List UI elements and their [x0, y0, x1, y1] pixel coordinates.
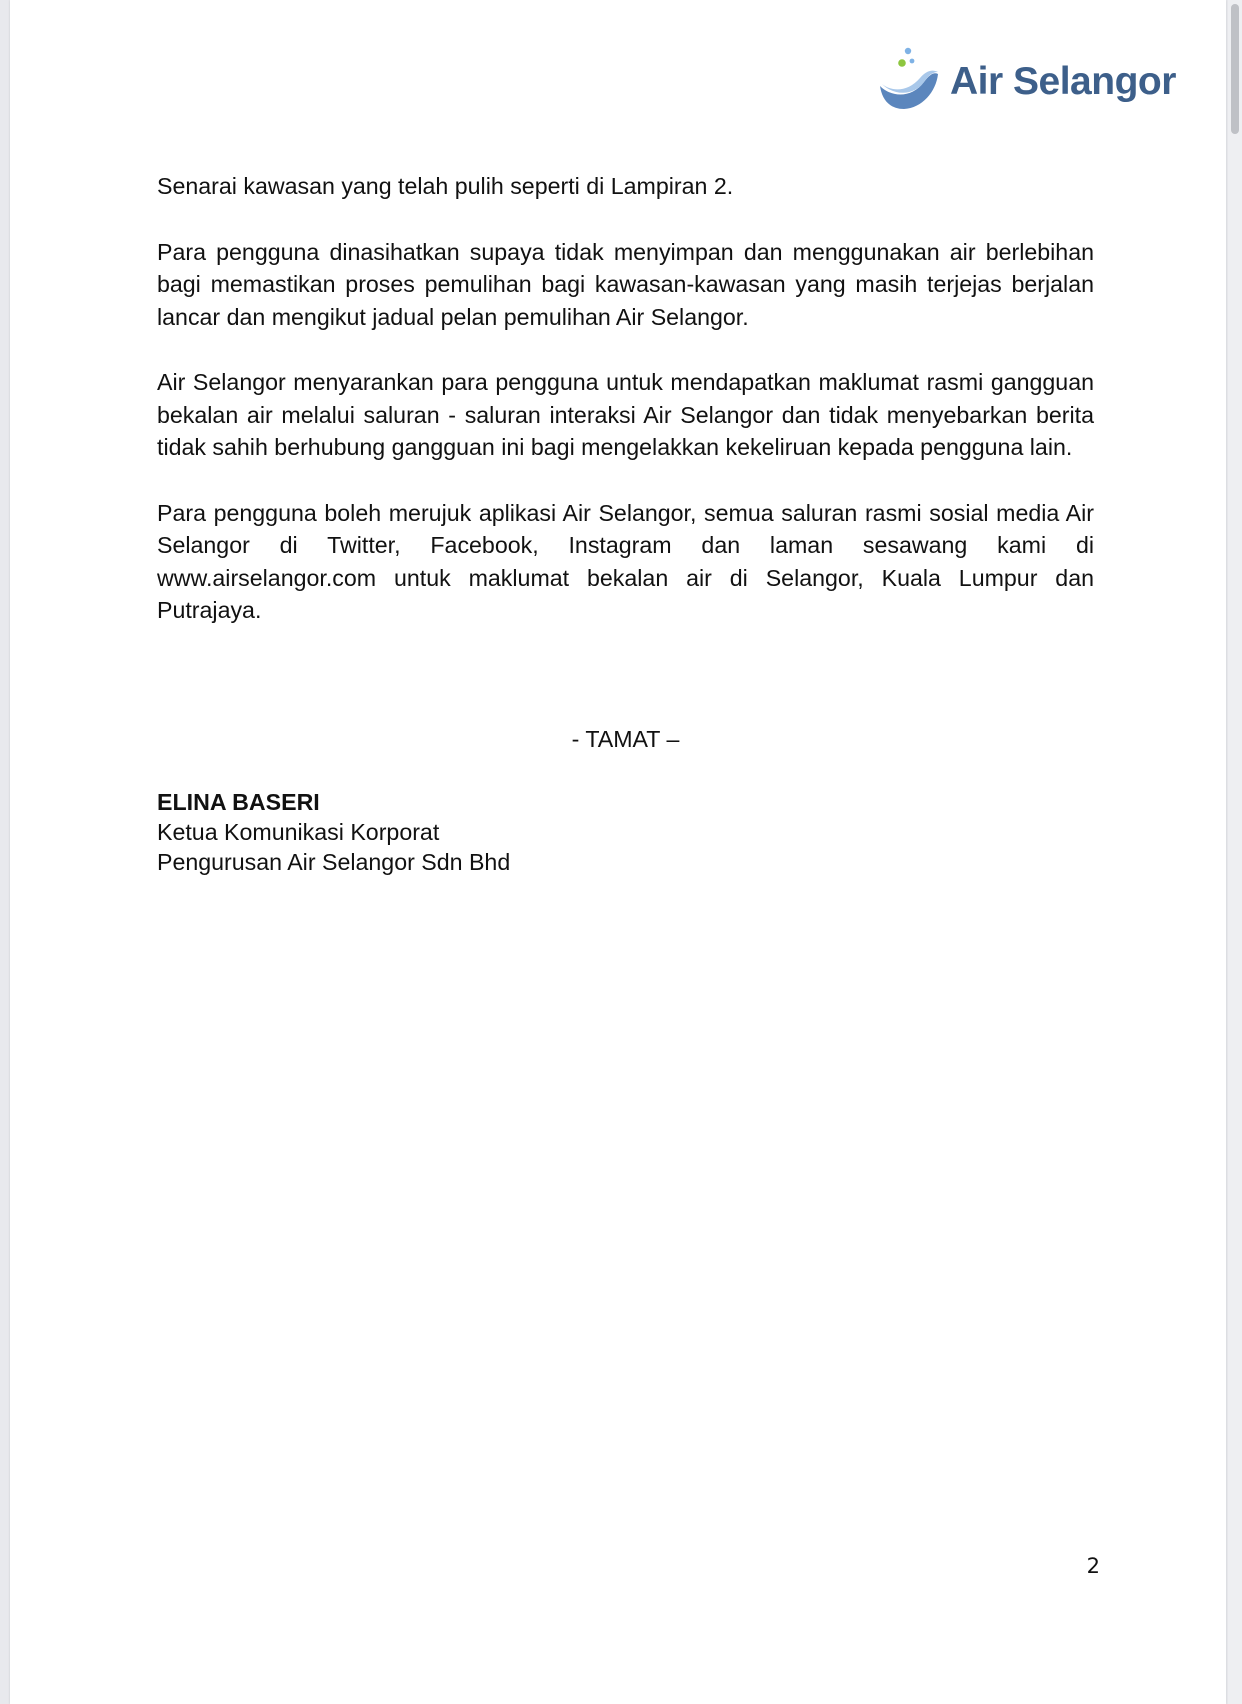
vertical-scrollbar[interactable] [1228, 0, 1242, 1704]
scrollbar-thumb[interactable] [1231, 4, 1239, 134]
paragraph: Para pengguna dinasihatkan supaya tidak menyimpan dan menggunakan air berlebihan bagi memastikan proses pemulihan bagi kawasan-kawasan yang masih terjejas berjalan lancar dan mengikut jadual pelan pemulihan Air Selangor. [157, 238, 1094, 330]
signatory-name: ELINA BASERI [157, 789, 320, 815]
signatory-title: Ketua Komunikasi Korporat [157, 819, 440, 845]
air-selangor-logo [878, 42, 1198, 122]
paragraph: Para pengguna boleh merujuk aplikasi Air Selangor, semua saluran rasmi sosial media Air Selangor di Twitter, Facebook, Instagram dan laman sesawang kami di www.airselangor.com untuk maklumat bekalan air di Selangor, Kuala Lumpur dan Putrajaya. [157, 499, 1094, 623]
signature-block [157, 787, 857, 877]
document-page [10, 0, 1226, 1704]
paragraph: Air Selangor menyarankan para pengguna untuk mendapatkan maklumat rasmi gangguan bekalan air melalui saluran - saluran interaksi Air Selangor dan tidak menyebarkan berita tidak sahih berhubung gangguan ini bagi mengelakkan kekeliruan kepada pengguna lain. [157, 369, 1094, 460]
document-body [157, 170, 1094, 660]
water-drop-wave-icon [878, 42, 948, 114]
paragraph: Senarai kawasan yang telah pulih seperti di Lampiran 2. [157, 173, 734, 199]
end-marker: - TAMAT – [571, 726, 680, 752]
page-number: 2 [1086, 1554, 1100, 1578]
logo-text: Air Selangor [950, 60, 1176, 103]
signatory-organization: Pengurusan Air Selangor Sdn Bhd [157, 849, 511, 875]
